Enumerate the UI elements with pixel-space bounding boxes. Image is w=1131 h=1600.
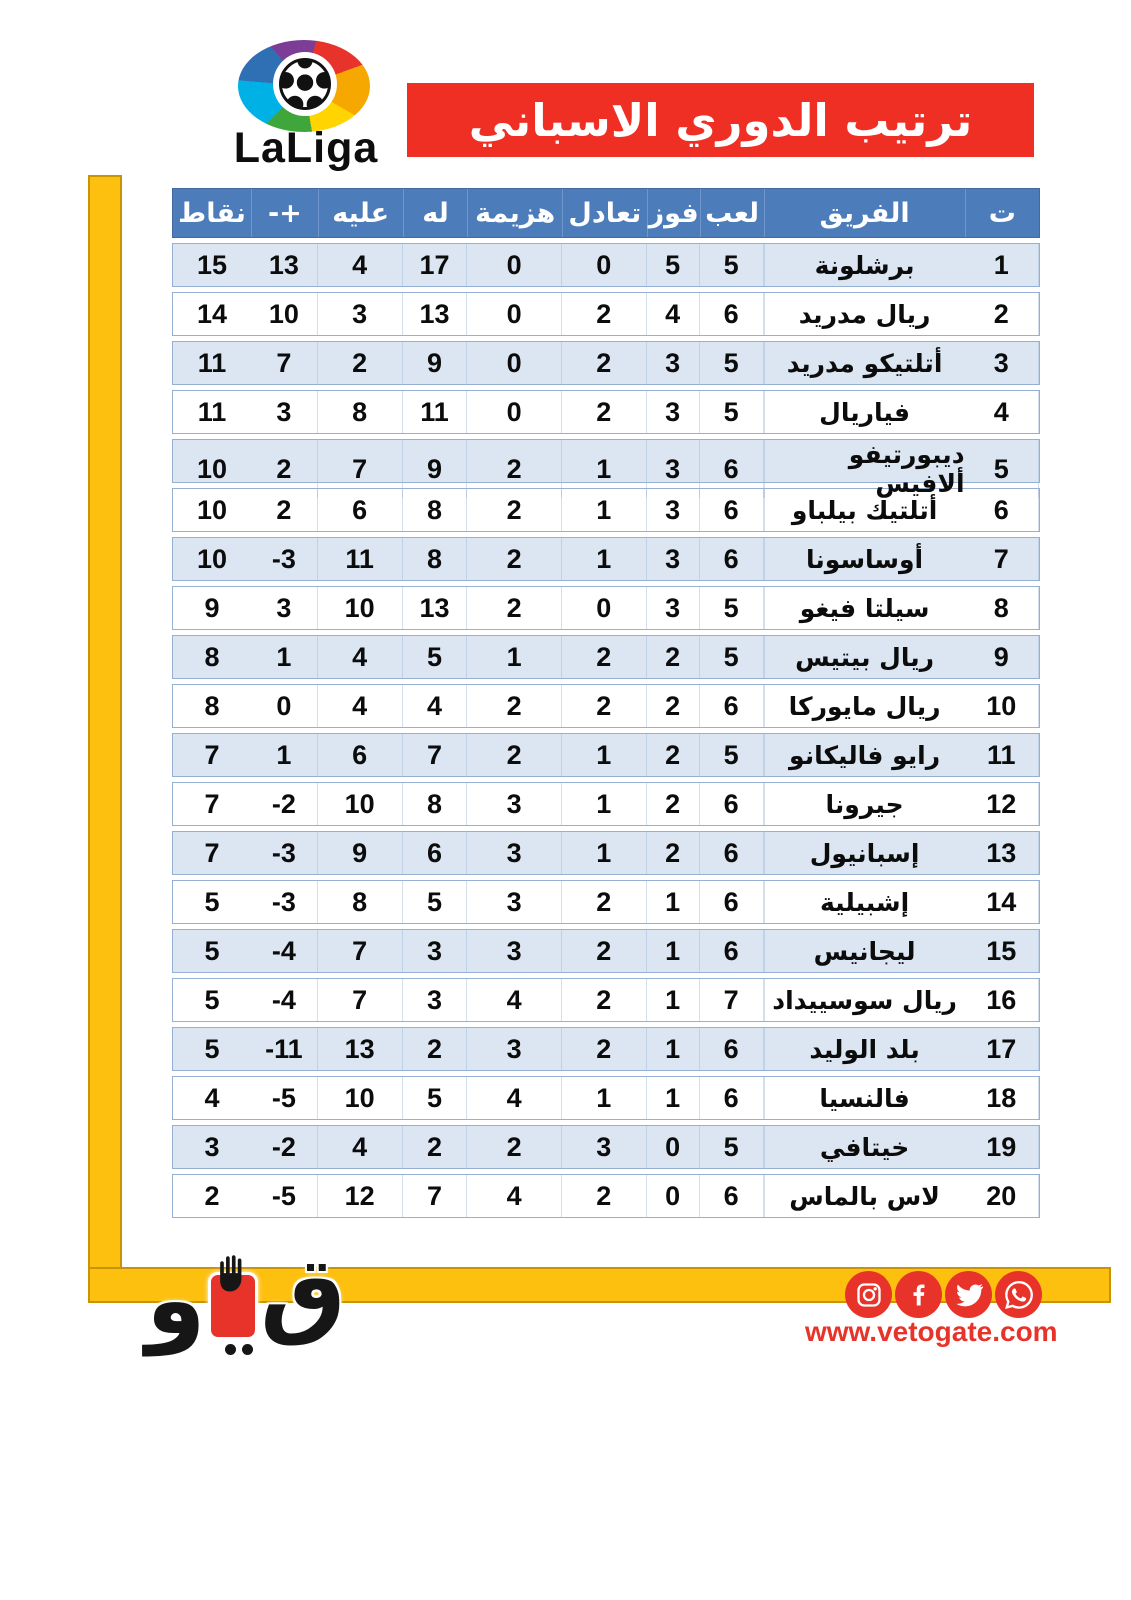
header-cell-points: نقاط [178, 197, 246, 229]
cell-rank: 14 [965, 881, 1039, 923]
cell-gf: 7 [403, 1175, 468, 1217]
cell-played: 5 [700, 734, 764, 776]
cell-gd: -4 [251, 930, 318, 972]
cell-played: 5 [700, 391, 764, 433]
cell-lost: 4 [467, 1077, 561, 1119]
table-row [172, 782, 1040, 826]
cell-ga: 8 [318, 881, 403, 923]
veto-letter-left: و [146, 1244, 206, 1356]
cell-ga: 4 [318, 1126, 403, 1168]
cell-points: 2 [204, 1180, 220, 1211]
cell-lost: 0 [467, 342, 561, 384]
cell-points: 7 [204, 837, 220, 868]
frame-vertical-bar [88, 175, 122, 1303]
table-row [172, 929, 1040, 973]
cell-team: أتلتيك بيلباو [764, 489, 965, 531]
cell-lost: 3 [467, 832, 561, 874]
cell-won: 2 [647, 636, 700, 678]
cell-lost: 3 [467, 930, 561, 972]
header-cell-ga: عليه [318, 189, 403, 237]
cell-won: 1 [647, 1077, 700, 1119]
facebook-icon[interactable] [895, 1271, 942, 1318]
cell-played: 5 [700, 636, 764, 678]
cell-rank: 12 [965, 783, 1039, 825]
cell-team: إشبيلية [764, 881, 965, 923]
cell-ga: 10 [318, 587, 403, 629]
standings-table [172, 188, 1040, 1218]
header-cell-gd: +- [251, 189, 318, 237]
cell-won: 1 [647, 979, 700, 1021]
cell-rank: 15 [965, 930, 1039, 972]
table-row [172, 243, 1040, 287]
cell-played: 7 [700, 979, 764, 1021]
whatsapp-icon[interactable] [995, 1271, 1042, 1318]
table-row [172, 488, 1040, 532]
website-link[interactable]: www.vetogate.com [805, 1316, 1058, 1347]
cell-ga: 9 [318, 832, 403, 874]
cell-played: 6 [700, 1077, 764, 1119]
table-row [172, 635, 1040, 679]
cell-gf: 6 [403, 832, 468, 874]
cell-rank: 16 [965, 979, 1039, 1021]
cell-points: 5 [204, 886, 220, 917]
cell-points: 15 [197, 249, 228, 280]
cell-won: 1 [647, 1028, 700, 1070]
cell-team: برشلونة [764, 244, 965, 286]
cell-played: 5 [700, 587, 764, 629]
cell-lost: 0 [467, 293, 561, 335]
cell-gf: 13 [403, 587, 468, 629]
cell-won: 2 [647, 832, 700, 874]
cell-won: 3 [647, 440, 700, 498]
cell-gf: 9 [403, 440, 468, 498]
cell-team: إسبانيول [764, 832, 965, 874]
cell-won: 4 [647, 293, 700, 335]
cell-gf: 4 [403, 685, 468, 727]
table-row [172, 1125, 1040, 1169]
cell-gd: 13 [251, 244, 318, 286]
cell-drawn: 2 [562, 979, 647, 1021]
cell-gd: 10 [251, 293, 318, 335]
cell-played: 5 [700, 244, 764, 286]
instagram-icon[interactable] [845, 1271, 892, 1318]
cell-points: 11 [197, 347, 227, 378]
cell-played: 6 [700, 881, 764, 923]
cell-gf: 17 [403, 244, 468, 286]
header-cell-lost: هزيمة [467, 189, 561, 237]
cell-drawn: 0 [562, 587, 647, 629]
table-header-row [172, 188, 1040, 238]
cell-gf: 8 [403, 783, 468, 825]
cell-drawn: 2 [562, 636, 647, 678]
cell-points: 5 [204, 984, 220, 1015]
veto-hand-badge [208, 1272, 259, 1340]
title-banner [407, 83, 1034, 157]
cell-lost: 2 [467, 489, 561, 531]
twitter-icon[interactable] [945, 1271, 992, 1318]
page-title: ترتيب الدوري الاسباني [468, 93, 973, 147]
cell-rank: 19 [965, 1126, 1039, 1168]
cell-ga: 12 [318, 1175, 403, 1217]
cell-team: ريال مايوركا [764, 685, 965, 727]
cell-drawn: 3 [562, 1126, 647, 1168]
cell-team: ريال مدريد [764, 293, 965, 335]
cell-gd: 1 [251, 636, 318, 678]
table-row [172, 1027, 1040, 1071]
cell-rank: 7 [965, 538, 1039, 580]
cell-rank: 20 [965, 1175, 1039, 1217]
social-icons [845, 1271, 1042, 1318]
cell-gf: 11 [403, 391, 468, 433]
cell-played: 6 [700, 538, 764, 580]
cell-rank: 18 [965, 1077, 1039, 1119]
cell-team: خيتافي [764, 1126, 965, 1168]
cell-gd: -3 [251, 832, 318, 874]
cell-played: 6 [700, 1175, 764, 1217]
cell-ga: 3 [318, 293, 403, 335]
table-row [172, 978, 1040, 1022]
table-row [172, 684, 1040, 728]
cell-gf: 7 [403, 734, 468, 776]
cell-gd: -11 [251, 1028, 318, 1070]
cell-points: 5 [204, 1033, 220, 1064]
cell-gf: 3 [403, 930, 468, 972]
cell-lost: 3 [467, 1028, 561, 1070]
cell-points: 8 [204, 690, 220, 721]
cell-team: جيرونا [764, 783, 965, 825]
cell-played: 6 [700, 685, 764, 727]
cell-drawn: 2 [562, 1175, 647, 1217]
cell-lost: 0 [467, 244, 561, 286]
cell-lost: 2 [467, 685, 561, 727]
cell-won: 1 [647, 930, 700, 972]
cell-gd: -2 [251, 1126, 318, 1168]
cell-points: 10 [197, 494, 228, 525]
cell-gf: 3 [403, 979, 468, 1021]
cell-drawn: 1 [562, 734, 647, 776]
cell-team: بلد الوليد [764, 1028, 965, 1070]
cell-lost: 2 [467, 538, 561, 580]
cell-team: ريال سوسييداد [764, 979, 965, 1021]
cell-ga: 4 [318, 244, 403, 286]
cell-team: رايو فاليكانو [764, 734, 965, 776]
cell-rank: 17 [965, 1028, 1039, 1070]
cell-gd: 0 [251, 685, 318, 727]
cell-gd: -3 [251, 881, 318, 923]
cell-points: 9 [204, 592, 220, 623]
cell-gf: 2 [403, 1126, 468, 1168]
cell-rank: 8 [965, 587, 1039, 629]
laliga-logo [210, 36, 402, 170]
cell-ga: 2 [318, 342, 403, 384]
cell-drawn: 2 [562, 685, 647, 727]
cell-won: 2 [647, 734, 700, 776]
cell-lost: 2 [467, 440, 561, 498]
cell-points: 11 [197, 396, 227, 427]
cell-gd: 1 [251, 734, 318, 776]
table-row [172, 341, 1040, 385]
cell-ga: 10 [318, 1077, 403, 1119]
cell-gd: 3 [251, 391, 318, 433]
table-row [172, 439, 1040, 498]
cell-ga: 4 [318, 685, 403, 727]
cell-rank: 2 [965, 293, 1039, 335]
cell-drawn: 1 [562, 832, 647, 874]
cell-played: 6 [700, 440, 764, 498]
cell-rank: 13 [965, 832, 1039, 874]
cell-drawn: 1 [562, 1077, 647, 1119]
cell-ga: 10 [318, 783, 403, 825]
cell-won: 3 [647, 489, 700, 531]
cell-played: 5 [700, 1126, 764, 1168]
cell-ga: 6 [318, 734, 403, 776]
veto-letter-right: ق [260, 1236, 346, 1348]
cell-ga: 8 [318, 391, 403, 433]
cell-played: 6 [700, 489, 764, 531]
cell-gf: 13 [403, 293, 468, 335]
cell-drawn: 2 [562, 1028, 647, 1070]
table-row [172, 292, 1040, 336]
header-cell-drawn: تعادل [562, 189, 647, 237]
cell-drawn: 2 [562, 391, 647, 433]
cell-won: 0 [647, 1126, 700, 1168]
cell-won: 3 [647, 538, 700, 580]
cell-gf: 8 [403, 538, 468, 580]
soccer-ball-icon [273, 52, 337, 116]
cell-points: 4 [204, 1082, 220, 1113]
cell-won: 3 [647, 587, 700, 629]
header-cell-played: لعب [700, 189, 764, 237]
cell-team: ليجانيس [764, 930, 965, 972]
table-row [172, 831, 1040, 875]
cell-rank: 4 [965, 391, 1039, 433]
header-cell-gf: له [403, 189, 468, 237]
header-cell-rank: ت [965, 189, 1039, 237]
cell-gd: -2 [251, 783, 318, 825]
cell-team: فالنسيا [764, 1077, 965, 1119]
table-row [172, 733, 1040, 777]
cell-drawn: 2 [562, 342, 647, 384]
cell-gf: 5 [403, 636, 468, 678]
cell-drawn: 0 [562, 244, 647, 286]
cell-played: 6 [700, 293, 764, 335]
cell-lost: 3 [467, 881, 561, 923]
cell-won: 1 [647, 881, 700, 923]
cell-gd: -4 [251, 979, 318, 1021]
cell-drawn: 1 [562, 783, 647, 825]
table-row [172, 586, 1040, 630]
raised-hand-icon [211, 1249, 255, 1301]
cell-won: 0 [647, 1175, 700, 1217]
cell-drawn: 2 [562, 930, 647, 972]
cell-won: 3 [647, 342, 700, 384]
cell-ga: 7 [318, 979, 403, 1021]
cell-ga: 13 [318, 1028, 403, 1070]
cell-points: 3 [204, 1131, 220, 1162]
cell-gd: 3 [251, 587, 318, 629]
cell-gd: 7 [251, 342, 318, 384]
cell-team: أتلتيكو مدريد [764, 342, 965, 384]
cell-lost: 4 [467, 979, 561, 1021]
cell-points: 14 [197, 298, 228, 329]
table-row [172, 880, 1040, 924]
cell-lost: 0 [467, 391, 561, 433]
cell-gf: 5 [403, 881, 468, 923]
table-row [172, 1174, 1040, 1218]
veto-logo [146, 1238, 346, 1403]
cell-lost: 1 [467, 636, 561, 678]
cell-gd: 2 [251, 440, 318, 498]
cell-ga: 7 [318, 440, 403, 498]
cell-won: 3 [647, 391, 700, 433]
table-row [172, 1076, 1040, 1120]
cell-gd: 2 [251, 489, 318, 531]
cell-played: 6 [700, 783, 764, 825]
cell-points: 5 [204, 935, 220, 966]
cell-team: فياريال [764, 391, 965, 433]
cell-gf: 5 [403, 1077, 468, 1119]
cell-points: 7 [204, 739, 220, 770]
cell-drawn: 2 [562, 293, 647, 335]
cell-rank: 1 [965, 244, 1039, 286]
cell-gf: 2 [403, 1028, 468, 1070]
cell-won: 5 [647, 244, 700, 286]
cell-ga: 7 [318, 930, 403, 972]
cell-points: 7 [204, 788, 220, 819]
cell-lost: 3 [467, 783, 561, 825]
cell-ga: 6 [318, 489, 403, 531]
cell-ga: 11 [318, 538, 403, 580]
cell-rank: 10 [965, 685, 1039, 727]
table-row [172, 390, 1040, 434]
cell-won: 2 [647, 783, 700, 825]
laliga-wordmark: LaLiga [233, 124, 379, 172]
cell-team: أوساسونا [764, 538, 965, 580]
cell-lost: 2 [467, 1126, 561, 1168]
cell-points: 8 [204, 641, 220, 672]
cell-rank: 3 [965, 342, 1039, 384]
header-cell-won: فوز [647, 189, 700, 237]
cell-rank: 9 [965, 636, 1039, 678]
cell-drawn: 1 [562, 489, 647, 531]
cell-played: 6 [700, 832, 764, 874]
cell-rank: 6 [965, 489, 1039, 531]
cell-gf: 8 [403, 489, 468, 531]
cell-team: سيلتا فيغو [764, 587, 965, 629]
cell-won: 2 [647, 685, 700, 727]
cell-rank: 11 [965, 734, 1039, 776]
cell-points: 10 [197, 453, 228, 484]
cell-played: 5 [700, 342, 764, 384]
cell-ga: 4 [318, 636, 403, 678]
cell-lost: 2 [467, 587, 561, 629]
cell-drawn: 2 [562, 881, 647, 923]
header-cell-team: الفريق [764, 189, 965, 237]
cell-played: 6 [700, 930, 764, 972]
cell-gd: -3 [251, 538, 318, 580]
cell-drawn: 1 [562, 440, 647, 498]
cell-rank: 5 [965, 440, 1039, 498]
cell-team: ريال بيتيس [764, 636, 965, 678]
cell-lost: 4 [467, 1175, 561, 1217]
cell-gf: 9 [403, 342, 468, 384]
cell-team: لاس بالماس [764, 1175, 965, 1217]
cell-drawn: 1 [562, 538, 647, 580]
table-body [172, 243, 1040, 1218]
cell-lost: 2 [467, 734, 561, 776]
cell-gd: -5 [251, 1175, 318, 1217]
table-row [172, 537, 1040, 581]
cell-played: 6 [700, 1028, 764, 1070]
cell-gd: -5 [251, 1077, 318, 1119]
cell-points: 10 [197, 543, 228, 574]
cell-team: ديبورتيفو ألافيس [764, 440, 965, 498]
